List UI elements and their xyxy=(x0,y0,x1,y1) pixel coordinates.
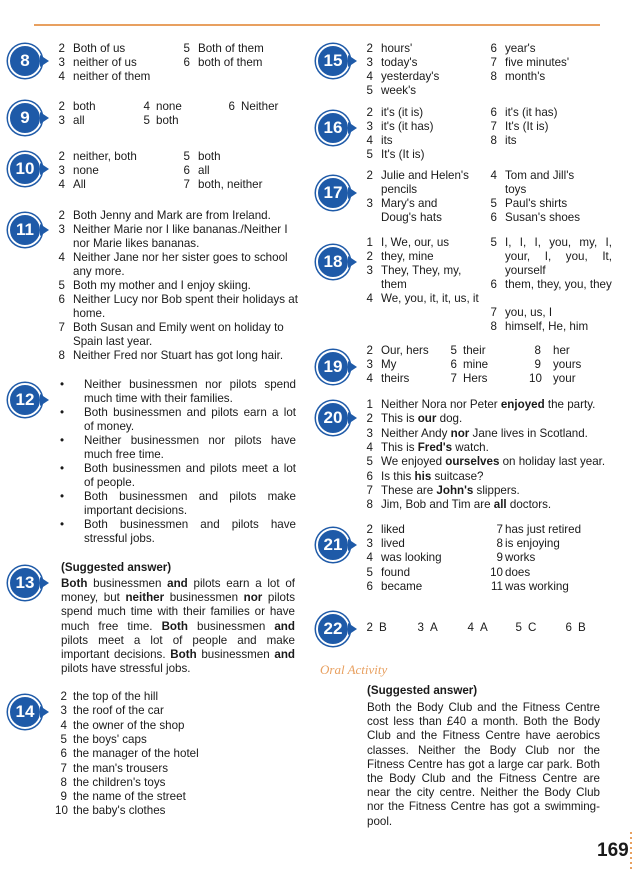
page-number: 169 xyxy=(597,840,629,861)
suggested-answer-heading: (Suggested answer) xyxy=(367,684,478,697)
top-rule xyxy=(34,24,600,26)
exercise-badge-21: 21 xyxy=(316,528,350,562)
exercise-badge-19: 19 xyxy=(316,350,350,384)
exercise-badge-11: 11 xyxy=(8,213,42,247)
exercise-badge-18: 18 xyxy=(316,245,350,279)
exercise-badge-9: 9 xyxy=(8,101,42,135)
exercise-badge-13: 13 xyxy=(8,566,42,600)
exercise-badge-22: 22 xyxy=(316,612,350,646)
suggested-answer-paragraph: Both businessmen and pilots earn a lot of money, but neither businessmen nor pilots spend much time with their families or have much free time. Both businessmen and pilots meet a lot of people and make important decisions. Both businessmen and pilots have stressful jobs. xyxy=(61,577,295,676)
exercise-badge-10: 10 xyxy=(8,152,42,186)
exercise-badge-17: 17 xyxy=(316,176,350,210)
page-edge-dots xyxy=(630,832,632,872)
oral-activity-title: Oral Activity xyxy=(320,662,388,677)
exercise-badge-14: 14 xyxy=(8,695,42,729)
oral-answer-paragraph: Both the Body Club and the Fitness Centre cost less than £40 a month. Both the Body Club and the Fitness Centre have aerobics classes. Neither the Body Club nor the Fitness Centre has got a large car park. Both the Body Club and the Fitness Centre are near the city centre. Neither the Body Club nor the Fitness Centre has got a swimming-pool. xyxy=(367,701,600,828)
exercise-badge-8: 8 xyxy=(8,44,42,78)
exercise-badge-12: 12 xyxy=(8,383,42,417)
exercise-badge-20: 20 xyxy=(316,401,350,435)
suggested-answer-heading: (Suggested answer) xyxy=(61,561,172,574)
exercise-badge-16: 16 xyxy=(316,111,350,145)
exercise-badge-15: 15 xyxy=(316,44,350,78)
